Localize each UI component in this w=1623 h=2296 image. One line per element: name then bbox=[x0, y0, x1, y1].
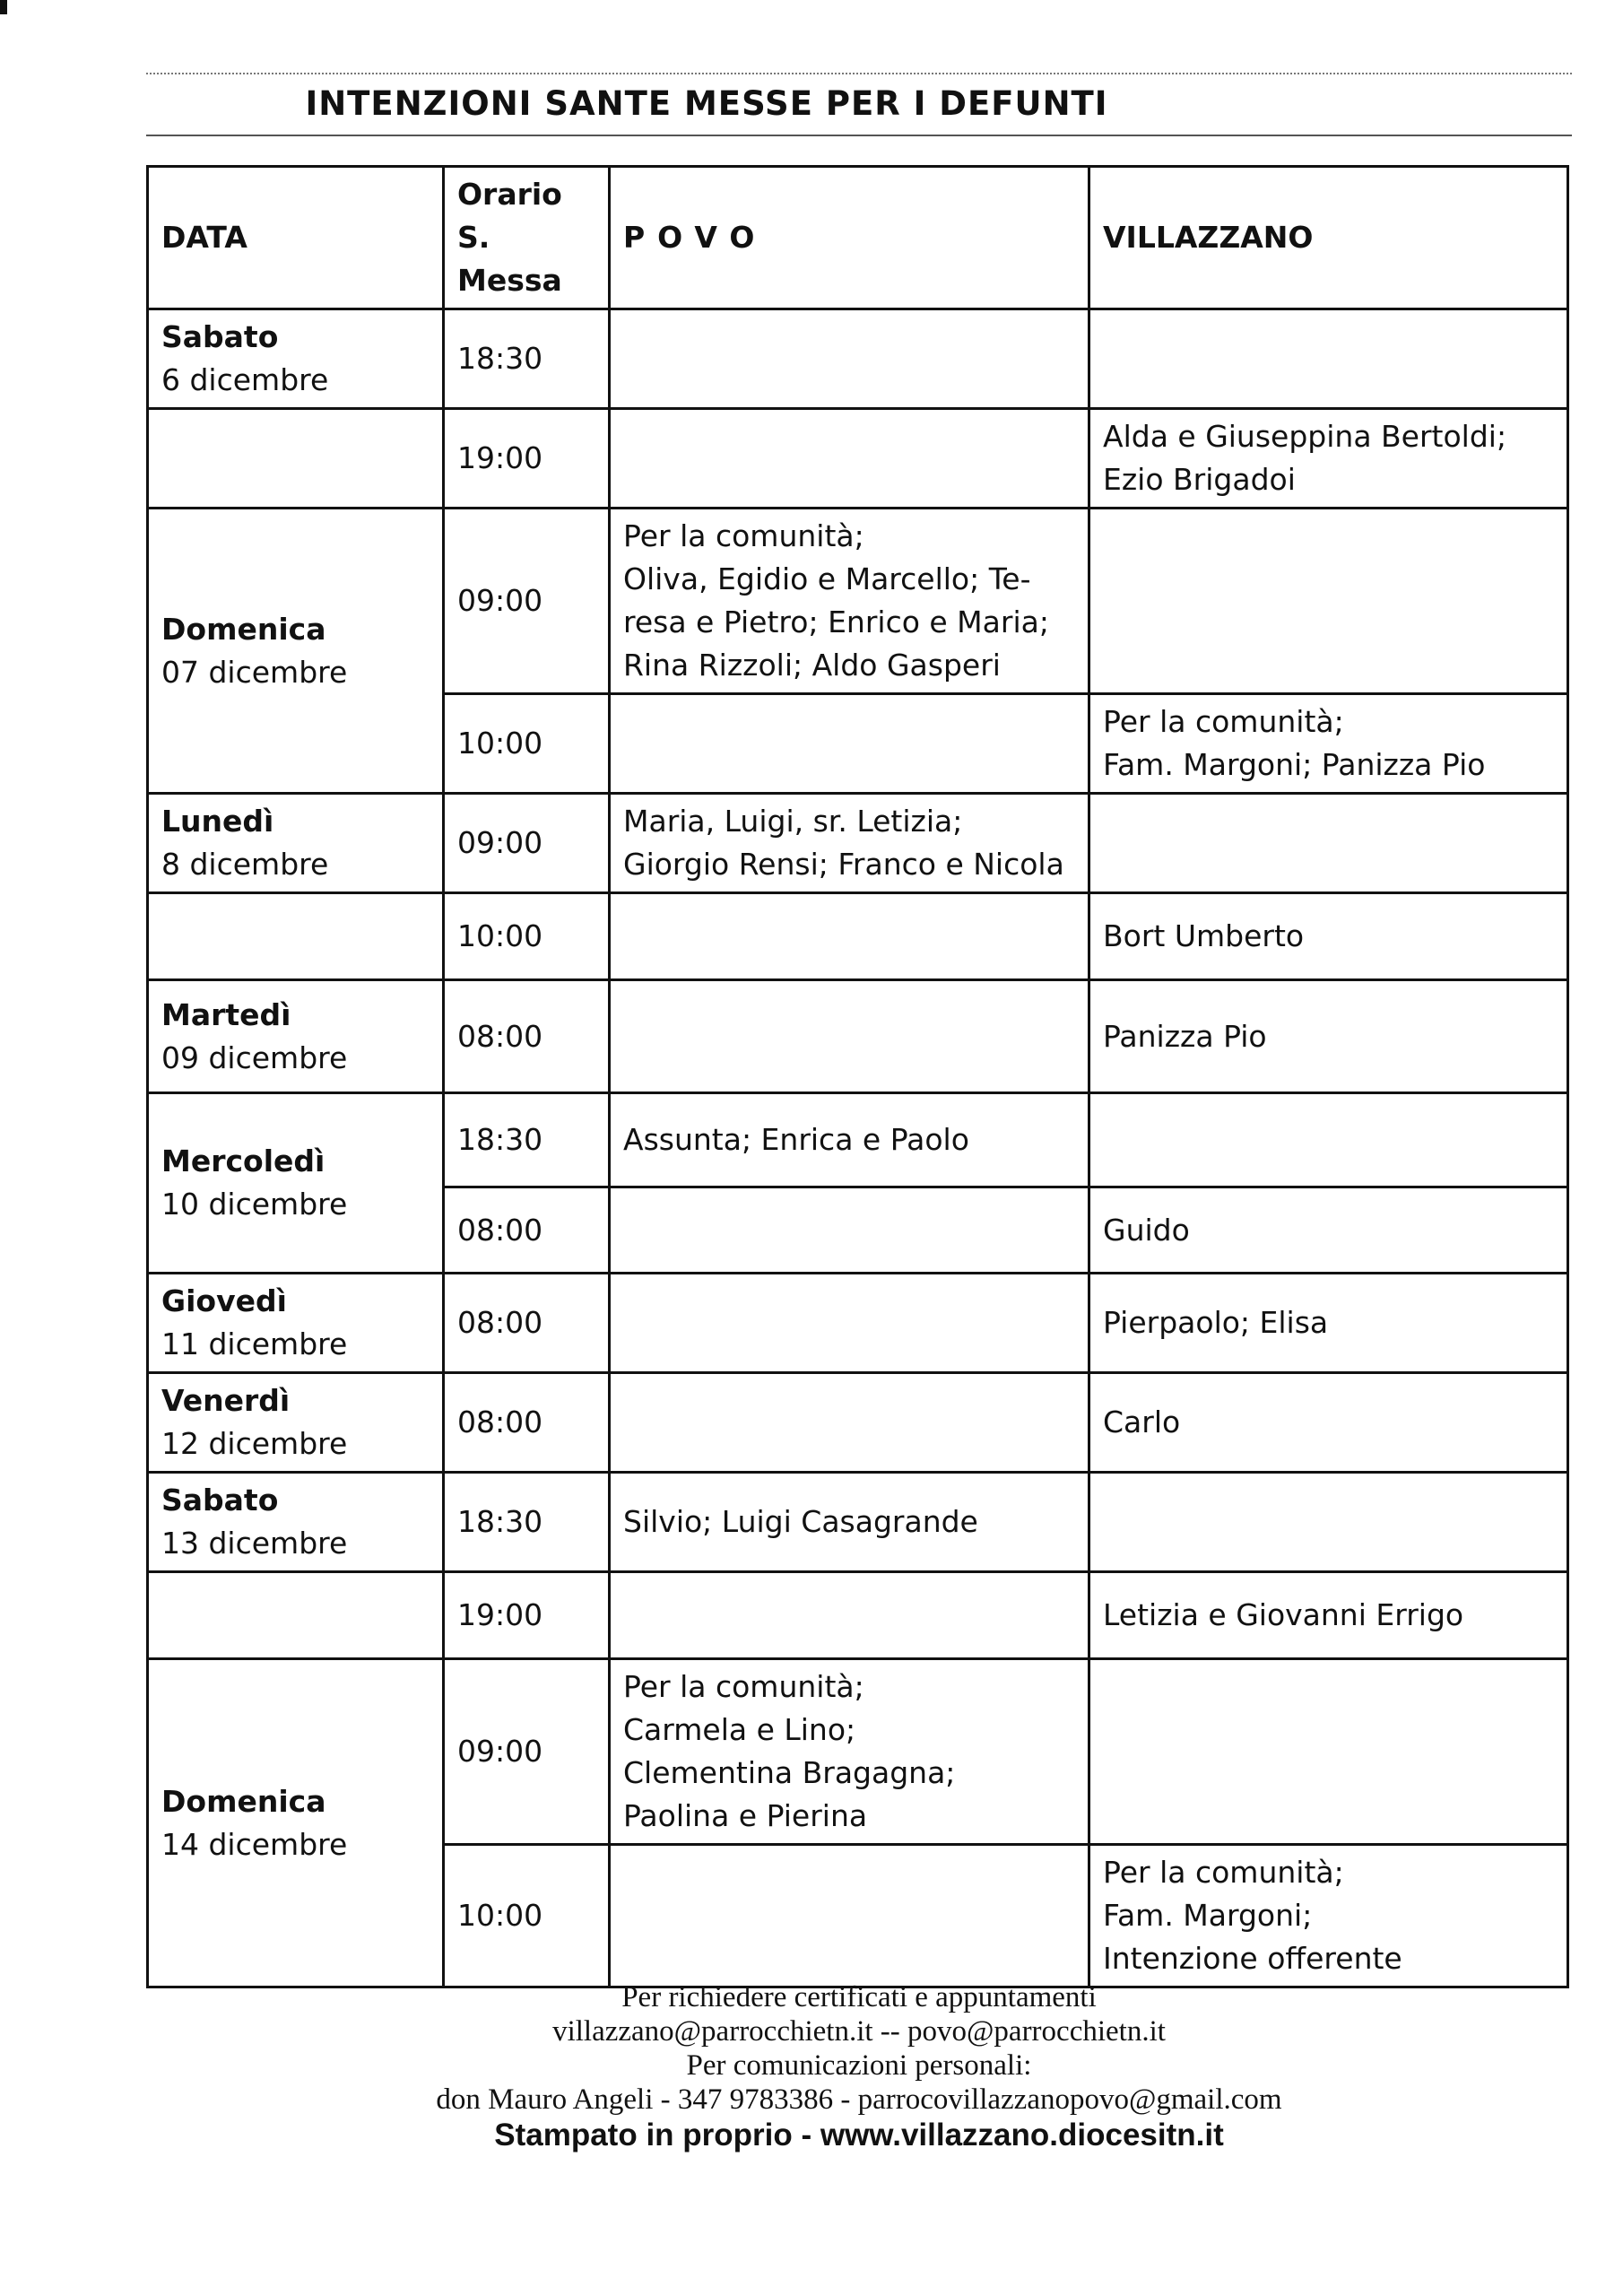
villazzano-cell bbox=[1089, 509, 1568, 694]
povo-intention-line: Rina Rizzoli; Aldo Gasperi bbox=[623, 648, 1001, 683]
villazzano-intention-line: Guido bbox=[1103, 1212, 1190, 1248]
villazzano-intention-line: Intenzione offerente bbox=[1103, 1941, 1402, 1976]
table-row bbox=[148, 1093, 1568, 1187]
povo-intention-line: Silvio; Luigi Casagrande bbox=[623, 1504, 978, 1539]
footer-line-contact: don Mauro Angeli - 347 9783386 - parrocovillazzanopovo@gmail.com bbox=[436, 2083, 1282, 2116]
povo-cell bbox=[610, 409, 1089, 509]
footer-line-certificates: Per richiedere certificati e appuntamenti bbox=[621, 1981, 1097, 2013]
povo-cell bbox=[610, 1373, 1089, 1473]
villazzano-intention-line: Per la comunità; bbox=[1103, 1855, 1344, 1890]
villazzano-intention-line: Per la comunità; bbox=[1103, 704, 1344, 739]
villazzano-intention-line: Ezio Brigadoi bbox=[1103, 462, 1296, 497]
villazzano-cell bbox=[1089, 980, 1568, 1093]
time-cell: 09:00 bbox=[444, 794, 610, 893]
table-row bbox=[148, 509, 1568, 694]
time-cell: 18:30 bbox=[444, 309, 610, 409]
table-header-row bbox=[148, 167, 1568, 309]
villazzano-cell bbox=[1089, 1659, 1568, 1845]
top-dotted-rule bbox=[146, 73, 1572, 74]
day-name: Domenica bbox=[161, 611, 326, 647]
day-date: 8 dicembre bbox=[161, 847, 329, 882]
date-cell bbox=[148, 893, 444, 980]
header-orario-line2: S. Messa bbox=[457, 220, 562, 298]
povo-intention-line: Maria, Luigi, sr. Letizia; bbox=[623, 804, 963, 839]
time-cell: 18:30 bbox=[444, 1473, 610, 1572]
table-row bbox=[148, 409, 1568, 509]
villazzano-cell bbox=[1089, 1274, 1568, 1373]
villazzano-cell bbox=[1089, 794, 1568, 893]
povo-cell bbox=[610, 1845, 1089, 1987]
povo-intention-line: Clementina Bragagna; bbox=[623, 1755, 956, 1790]
date-cell bbox=[148, 980, 444, 1093]
povo-cell bbox=[610, 794, 1089, 893]
date-cell bbox=[148, 1473, 444, 1572]
date-cell bbox=[148, 794, 444, 893]
table-row bbox=[148, 1473, 1568, 1572]
day-name: Martedì bbox=[161, 996, 291, 1032]
day-date: 07 dicembre bbox=[161, 654, 348, 690]
date-cell bbox=[148, 1274, 444, 1373]
povo-intention-line: Giorgio Rensi; Franco e Nicola bbox=[623, 847, 1064, 882]
date-cell bbox=[148, 1659, 444, 1987]
povo-cell bbox=[610, 893, 1089, 980]
povo-cell bbox=[610, 1093, 1089, 1187]
villazzano-intention-line: Letizia e Giovanni Errigo bbox=[1103, 1597, 1464, 1632]
villazzano-cell bbox=[1089, 1093, 1568, 1187]
villazzano-cell bbox=[1089, 1572, 1568, 1659]
povo-intention-line: resa e Pietro; Enrico e Maria; bbox=[623, 604, 1049, 639]
date-cell bbox=[148, 509, 444, 794]
villazzano-cell bbox=[1089, 1373, 1568, 1473]
povo-intention-line: Paolina e Pierina bbox=[623, 1798, 868, 1833]
time-cell: 19:00 bbox=[444, 409, 610, 509]
villazzano-intention-line: Fam. Margoni; bbox=[1103, 1898, 1313, 1933]
time-cell: 18:30 bbox=[444, 1093, 610, 1187]
villazzano-intention-line: Pierpaolo; Elisa bbox=[1103, 1305, 1329, 1340]
villazzano-intention-line: Fam. Margoni; Panizza Pio bbox=[1103, 747, 1486, 782]
time-cell: 10:00 bbox=[444, 893, 610, 980]
footer-line-printed: Stampato in proprio - www.villazzano.diocesitn.it bbox=[494, 2118, 1224, 2152]
table-row bbox=[148, 1572, 1568, 1659]
table-row bbox=[148, 794, 1568, 893]
time-cell: 10:00 bbox=[444, 1845, 610, 1987]
time-cell: 10:00 bbox=[444, 694, 610, 794]
day-name: Domenica bbox=[161, 1783, 326, 1819]
povo-intention-line: Per la comunità; bbox=[623, 518, 864, 553]
mass-intentions-table bbox=[146, 165, 1569, 1988]
date-cell bbox=[148, 1572, 444, 1659]
day-name: Sabato bbox=[161, 1483, 279, 1518]
villazzano-intention-line: Carlo bbox=[1103, 1405, 1181, 1439]
table-row bbox=[148, 1659, 1568, 1845]
scan-edge-mark bbox=[0, 0, 7, 14]
povo-cell bbox=[610, 694, 1089, 794]
villazzano-intention-line: Bort Umberto bbox=[1103, 918, 1305, 953]
date-cell bbox=[148, 409, 444, 509]
footer-line-emails: villazzano@parrocchietn.it -- povo@parrocchietn.it bbox=[552, 2015, 1166, 2048]
table-row bbox=[148, 1274, 1568, 1373]
time-cell: 08:00 bbox=[444, 1373, 610, 1473]
villazzano-intention-line: Alda e Giuseppina Bertoldi; bbox=[1103, 419, 1507, 454]
date-cell bbox=[148, 309, 444, 409]
villazzano-cell bbox=[1089, 309, 1568, 409]
villazzano-cell bbox=[1089, 409, 1568, 509]
day-date: 09 dicembre bbox=[161, 1039, 348, 1075]
footer bbox=[146, 1980, 1572, 2154]
povo-cell bbox=[610, 1274, 1089, 1373]
time-cell: 19:00 bbox=[444, 1572, 610, 1659]
povo-cell bbox=[610, 1572, 1089, 1659]
povo-cell bbox=[610, 309, 1089, 409]
time-cell: 08:00 bbox=[444, 1187, 610, 1274]
villazzano-cell bbox=[1089, 1187, 1568, 1274]
header-orario bbox=[444, 167, 610, 309]
date-cell bbox=[148, 1093, 444, 1274]
footer-line-communications: Per comunicazioni personali: bbox=[686, 2049, 1032, 2082]
villazzano-cell bbox=[1089, 1473, 1568, 1572]
villazzano-cell bbox=[1089, 694, 1568, 794]
day-date: 14 dicembre bbox=[161, 1826, 348, 1862]
day-name: Sabato bbox=[161, 319, 279, 354]
date-cell bbox=[148, 1373, 444, 1473]
povo-intention-line: Oliva, Egidio e Marcello; Te- bbox=[623, 561, 1031, 596]
povo-cell bbox=[610, 980, 1089, 1093]
day-date: 12 dicembre bbox=[161, 1426, 348, 1461]
page-title: INTENZIONI SANTE MESSE PER I DEFUNTI bbox=[305, 84, 1108, 123]
povo-cell bbox=[610, 1187, 1089, 1274]
time-cell: 09:00 bbox=[444, 1659, 610, 1845]
day-name: Venerdì bbox=[161, 1383, 291, 1418]
header-villazzano: VILLAZZANO bbox=[1089, 167, 1568, 309]
header-data: DATA bbox=[148, 167, 444, 309]
day-name: Mercoledì bbox=[161, 1144, 325, 1178]
day-name: Giovedì bbox=[161, 1283, 287, 1318]
villazzano-cell bbox=[1089, 1845, 1568, 1987]
table-row bbox=[148, 980, 1568, 1093]
schedule-rows bbox=[148, 309, 1568, 1987]
povo-intention-line: Per la comunità; bbox=[623, 1669, 864, 1704]
time-cell: 09:00 bbox=[444, 509, 610, 694]
table-row bbox=[148, 1373, 1568, 1473]
day-date: 6 dicembre bbox=[161, 362, 329, 397]
day-date: 11 dicembre bbox=[161, 1326, 348, 1361]
povo-intention-line: Carmela e Lino; bbox=[623, 1712, 856, 1747]
table-row bbox=[148, 893, 1568, 980]
title-rule bbox=[146, 135, 1572, 136]
table-row bbox=[148, 309, 1568, 409]
header-povo: POVO bbox=[610, 167, 1089, 309]
povo-cell bbox=[610, 509, 1089, 694]
header-orario-line1: Orario bbox=[457, 177, 562, 212]
povo-intention-line: Assunta; Enrica e Paolo bbox=[623, 1122, 969, 1157]
time-cell: 08:00 bbox=[444, 980, 610, 1093]
time-cell: 08:00 bbox=[444, 1274, 610, 1373]
villazzano-intention-line: Panizza Pio bbox=[1103, 1018, 1267, 1054]
villazzano-cell bbox=[1089, 893, 1568, 980]
day-date: 10 dicembre bbox=[161, 1187, 348, 1222]
day-name: Lunedì bbox=[161, 804, 274, 839]
povo-cell bbox=[610, 1659, 1089, 1845]
povo-cell bbox=[610, 1473, 1089, 1572]
day-date: 13 dicembre bbox=[161, 1526, 348, 1561]
